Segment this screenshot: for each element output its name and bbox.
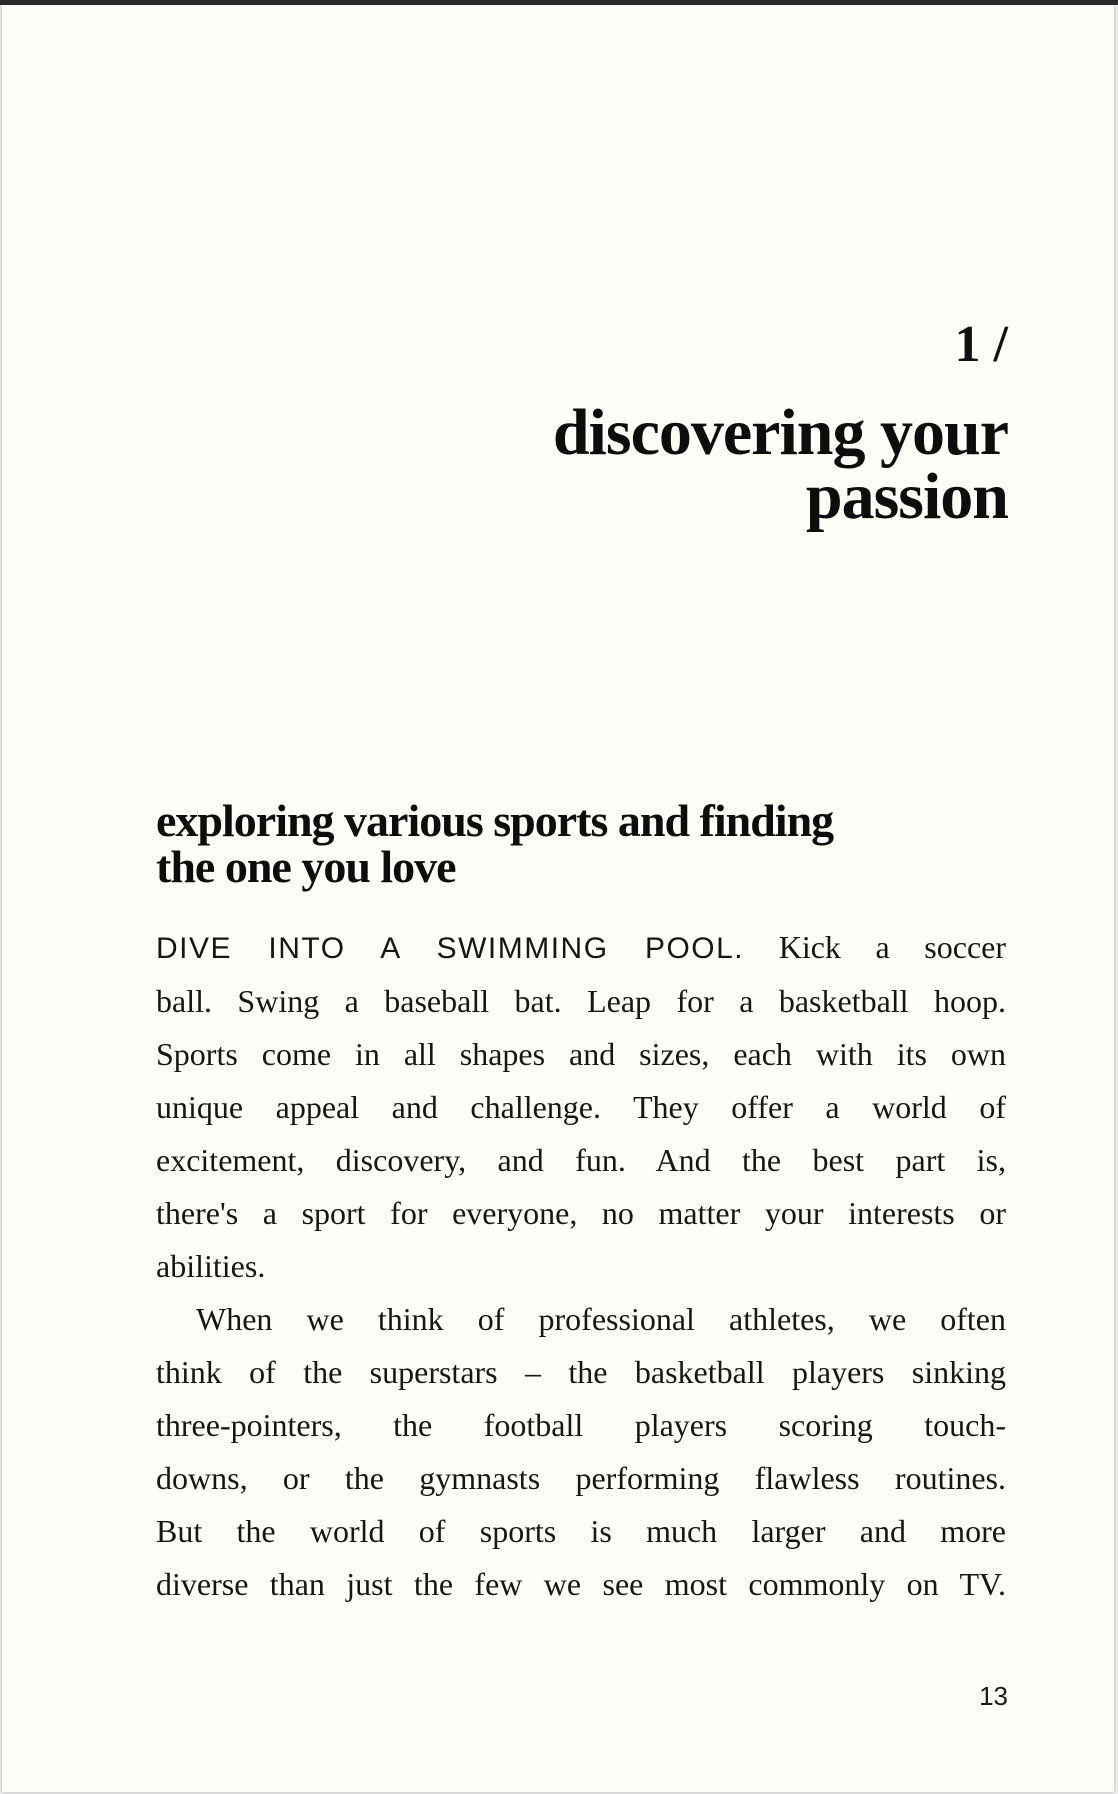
body-text: [156, 921, 1006, 1611]
body-line: When we think of professional athletes, we often: [196, 1301, 1006, 1337]
section-heading: [156, 795, 916, 892]
chapter-number: 1 /: [954, 316, 1008, 373]
section-heading-line-1: exploring various sports and finding: [156, 795, 834, 846]
body-line: three-pointers, the football players scoring touch-: [156, 1407, 1006, 1443]
body-line: abilities.: [156, 1248, 266, 1284]
section-heading-line-2: the one you love: [156, 841, 456, 892]
body-line: unique appeal and challenge. They offer a world of: [156, 1089, 1006, 1125]
body-line: there's a sport for everyone, no matter your interests or: [156, 1195, 1006, 1231]
body-line: diverse than just the few we see most commonly on TV.: [156, 1566, 1006, 1602]
chapter-title-line-2: passion: [805, 460, 1008, 533]
chapter-title: [552, 396, 1008, 533]
body-line: Sports come in all shapes and sizes, each with its own: [156, 1036, 1006, 1072]
body-line: downs, or the gymnasts performing flawless routines.: [156, 1460, 1006, 1496]
body-line: [156, 921, 1006, 975]
body-line: But the world of sports is much larger and more: [156, 1513, 1006, 1549]
chapter-title-line-1: discovering your: [552, 396, 1008, 469]
page-number: 13: [979, 1681, 1008, 1711]
body-line: ball. Swing a baseball bat. Leap for a basketball hoop.: [156, 983, 1006, 1019]
paragraph-lead-in: DIVE INTO A SWIMMING POOL.: [156, 932, 745, 965]
body-line: excitement, discovery, and fun. And the best part is,: [156, 1142, 1006, 1178]
body-line-text: Kick a soccer: [744, 929, 1007, 965]
body-line: think of the superstars – the basketball players sinking: [156, 1354, 1006, 1390]
book-page: [2, 5, 1114, 1792]
